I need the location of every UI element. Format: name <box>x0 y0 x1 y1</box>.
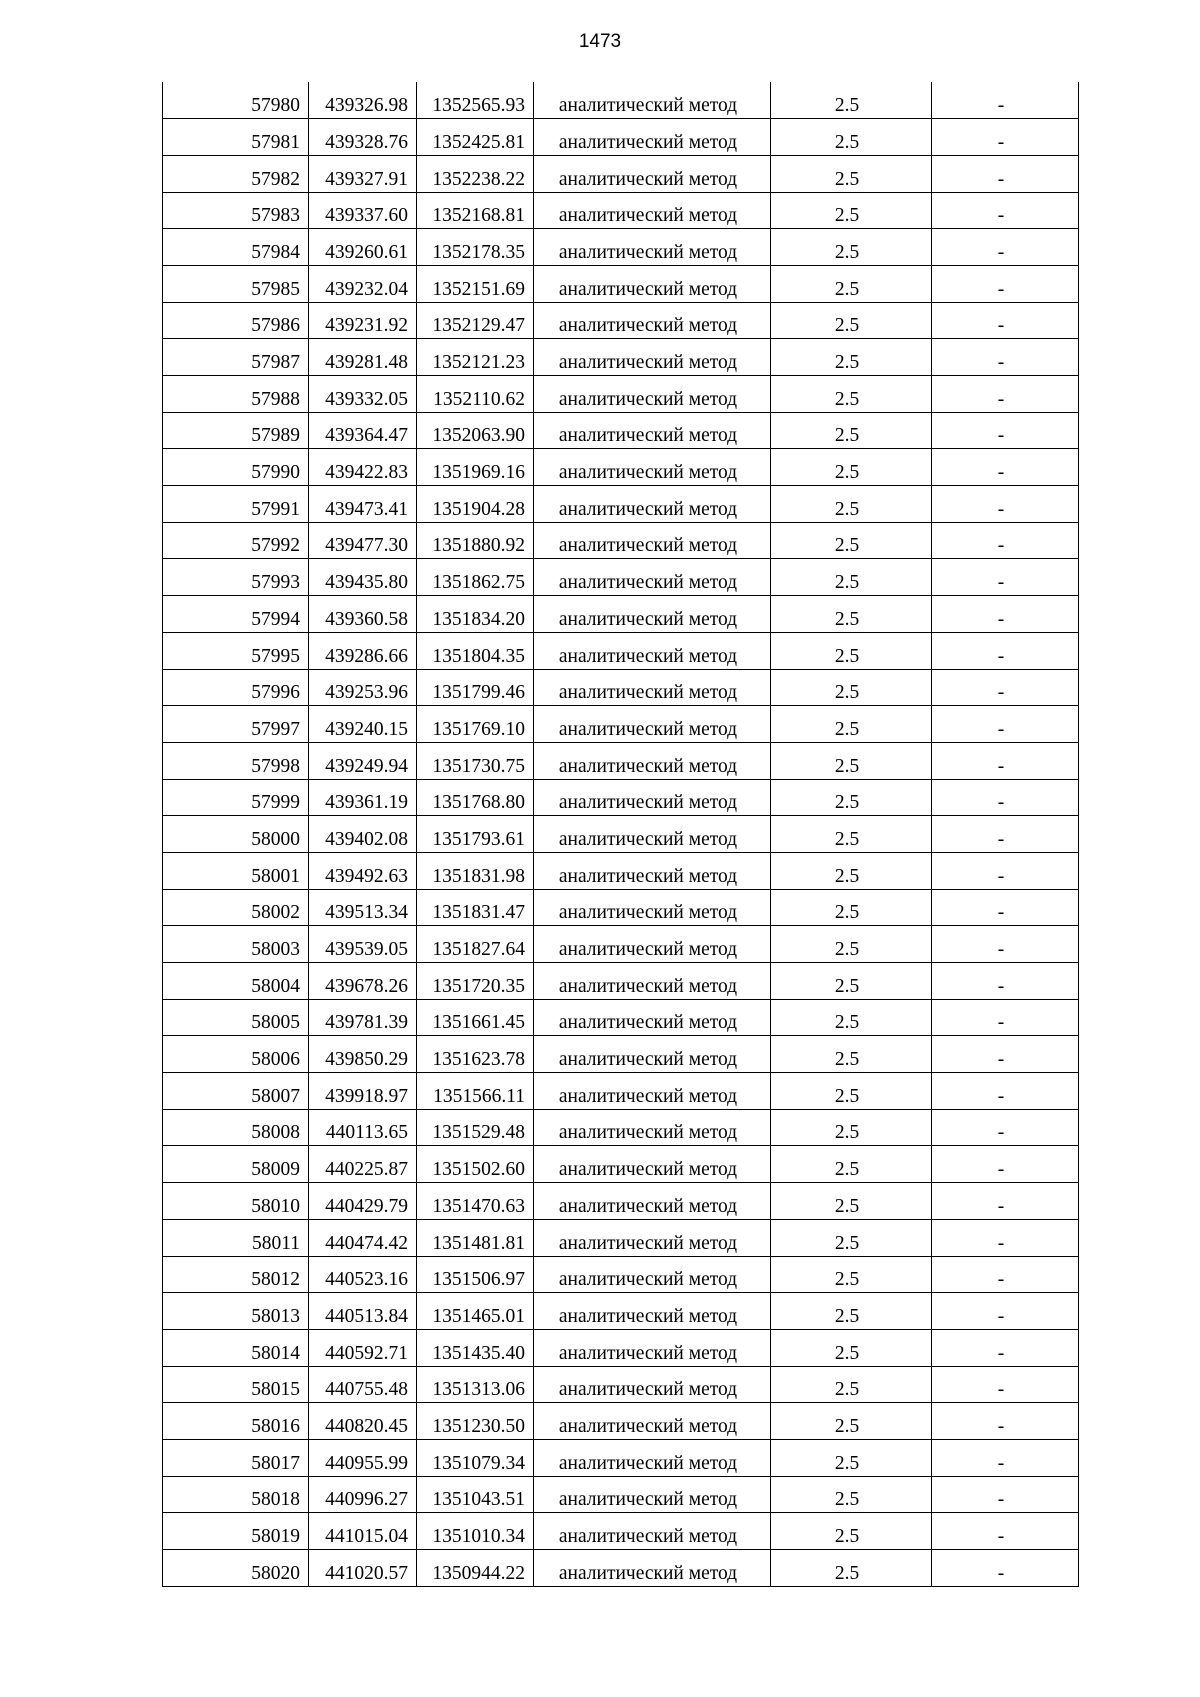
accuracy-cell: 2.5 <box>771 779 932 816</box>
accuracy-cell: 2.5 <box>771 1036 932 1073</box>
method-cell: аналитический метод <box>534 1109 771 1146</box>
point-number-cell: 57981 <box>163 119 309 156</box>
x-coordinate-cell: 440996.27 <box>309 1476 417 1513</box>
point-number-cell: 58000 <box>163 816 309 853</box>
x-coordinate-cell: 441015.04 <box>309 1513 417 1550</box>
y-coordinate-cell: 1351465.01 <box>417 1293 534 1330</box>
x-coordinate-cell: 440592.71 <box>309 1329 417 1366</box>
note-cell: - <box>932 779 1079 816</box>
note-cell: - <box>932 1219 1079 1256</box>
accuracy-cell: 2.5 <box>771 486 932 523</box>
note-cell: - <box>932 816 1079 853</box>
accuracy-cell: 2.5 <box>771 302 932 339</box>
point-number-cell: 58005 <box>163 999 309 1036</box>
table-row <box>163 1256 1079 1293</box>
point-number-cell: 57991 <box>163 486 309 523</box>
table-row <box>163 412 1079 449</box>
table-row <box>163 522 1079 559</box>
x-coordinate-cell: 439492.63 <box>309 852 417 889</box>
y-coordinate-cell: 1351566.11 <box>417 1073 534 1110</box>
accuracy-cell: 2.5 <box>771 706 932 743</box>
method-cell: аналитический метод <box>534 119 771 156</box>
note-cell: - <box>932 1073 1079 1110</box>
point-number-cell: 57985 <box>163 265 309 302</box>
x-coordinate-cell: 439477.30 <box>309 522 417 559</box>
x-coordinate-cell: 439435.80 <box>309 559 417 596</box>
x-coordinate-cell: 439361.19 <box>309 779 417 816</box>
table-row <box>163 1550 1079 1587</box>
note-cell: - <box>932 486 1079 523</box>
point-number-cell: 57993 <box>163 559 309 596</box>
method-cell: аналитический метод <box>534 1073 771 1110</box>
accuracy-cell: 2.5 <box>771 1109 932 1146</box>
x-coordinate-cell: 439327.91 <box>309 155 417 192</box>
accuracy-cell: 2.5 <box>771 1403 932 1440</box>
note-cell: - <box>932 376 1079 413</box>
accuracy-cell: 2.5 <box>771 1146 932 1183</box>
x-coordinate-cell: 439231.92 <box>309 302 417 339</box>
note-cell: - <box>932 596 1079 633</box>
table-row <box>163 559 1079 596</box>
method-cell: аналитический метод <box>534 449 771 486</box>
x-coordinate-cell: 439326.98 <box>309 82 417 119</box>
method-cell: аналитический метод <box>534 1293 771 1330</box>
note-cell: - <box>932 632 1079 669</box>
point-number-cell: 57980 <box>163 82 309 119</box>
coordinates-table-body <box>163 82 1079 1586</box>
accuracy-cell: 2.5 <box>771 1439 932 1476</box>
point-number-cell: 58008 <box>163 1109 309 1146</box>
point-number-cell: 58007 <box>163 1073 309 1110</box>
y-coordinate-cell: 1351043.51 <box>417 1476 534 1513</box>
y-coordinate-cell: 1351230.50 <box>417 1403 534 1440</box>
table-row <box>163 376 1079 413</box>
y-coordinate-cell: 1352425.81 <box>417 119 534 156</box>
y-coordinate-cell: 1351769.10 <box>417 706 534 743</box>
method-cell: аналитический метод <box>534 155 771 192</box>
note-cell: - <box>932 155 1079 192</box>
note-cell: - <box>932 999 1079 1036</box>
note-cell: - <box>932 1403 1079 1440</box>
point-number-cell: 58015 <box>163 1366 309 1403</box>
y-coordinate-cell: 1351506.97 <box>417 1256 534 1293</box>
point-number-cell: 57990 <box>163 449 309 486</box>
point-number-cell: 57992 <box>163 522 309 559</box>
table-row <box>163 82 1079 119</box>
x-coordinate-cell: 439422.83 <box>309 449 417 486</box>
y-coordinate-cell: 1351720.35 <box>417 963 534 1000</box>
y-coordinate-cell: 1351623.78 <box>417 1036 534 1073</box>
accuracy-cell: 2.5 <box>771 376 932 413</box>
x-coordinate-cell: 439781.39 <box>309 999 417 1036</box>
table-row <box>163 449 1079 486</box>
y-coordinate-cell: 1352151.69 <box>417 265 534 302</box>
accuracy-cell: 2.5 <box>771 596 932 633</box>
y-coordinate-cell: 1351470.63 <box>417 1183 534 1220</box>
point-number-cell: 58014 <box>163 1329 309 1366</box>
method-cell: аналитический метод <box>534 192 771 229</box>
accuracy-cell: 2.5 <box>771 999 932 1036</box>
point-number-cell: 58002 <box>163 889 309 926</box>
accuracy-cell: 2.5 <box>771 889 932 926</box>
point-number-cell: 57996 <box>163 669 309 706</box>
note-cell: - <box>932 412 1079 449</box>
table-row <box>163 265 1079 302</box>
point-number-cell: 58001 <box>163 852 309 889</box>
point-number-cell: 58011 <box>163 1219 309 1256</box>
accuracy-cell: 2.5 <box>771 449 932 486</box>
table-row <box>163 1219 1079 1256</box>
point-number-cell: 57999 <box>163 779 309 816</box>
y-coordinate-cell: 1351010.34 <box>417 1513 534 1550</box>
y-coordinate-cell: 1352565.93 <box>417 82 534 119</box>
accuracy-cell: 2.5 <box>771 1219 932 1256</box>
point-number-cell: 57988 <box>163 376 309 413</box>
accuracy-cell: 2.5 <box>771 265 932 302</box>
note-cell: - <box>932 852 1079 889</box>
x-coordinate-cell: 440225.87 <box>309 1146 417 1183</box>
method-cell: аналитический метод <box>534 229 771 266</box>
accuracy-cell: 2.5 <box>771 192 932 229</box>
note-cell: - <box>932 302 1079 339</box>
accuracy-cell: 2.5 <box>771 852 932 889</box>
point-number-cell: 58019 <box>163 1513 309 1550</box>
point-number-cell: 57997 <box>163 706 309 743</box>
y-coordinate-cell: 1351079.34 <box>417 1439 534 1476</box>
x-coordinate-cell: 439473.41 <box>309 486 417 523</box>
method-cell: аналитический метод <box>534 1329 771 1366</box>
method-cell: аналитический метод <box>534 522 771 559</box>
x-coordinate-cell: 439513.34 <box>309 889 417 926</box>
y-coordinate-cell: 1351831.47 <box>417 889 534 926</box>
x-coordinate-cell: 439249.94 <box>309 742 417 779</box>
x-coordinate-cell: 440474.42 <box>309 1219 417 1256</box>
table-row <box>163 1293 1079 1330</box>
x-coordinate-cell: 439337.60 <box>309 192 417 229</box>
point-number-cell: 57998 <box>163 742 309 779</box>
method-cell: аналитический метод <box>534 1513 771 1550</box>
method-cell: аналитический метод <box>534 302 771 339</box>
note-cell: - <box>932 1146 1079 1183</box>
x-coordinate-cell: 439364.47 <box>309 412 417 449</box>
accuracy-cell: 2.5 <box>771 1366 932 1403</box>
x-coordinate-cell: 439918.97 <box>309 1073 417 1110</box>
point-number-cell: 58003 <box>163 926 309 963</box>
x-coordinate-cell: 440820.45 <box>309 1403 417 1440</box>
accuracy-cell: 2.5 <box>771 559 932 596</box>
method-cell: аналитический метод <box>534 852 771 889</box>
y-coordinate-cell: 1351435.40 <box>417 1329 534 1366</box>
table-row <box>163 779 1079 816</box>
method-cell: аналитический метод <box>534 376 771 413</box>
y-coordinate-cell: 1351969.16 <box>417 449 534 486</box>
method-cell: аналитический метод <box>534 706 771 743</box>
y-coordinate-cell: 1350944.22 <box>417 1550 534 1587</box>
x-coordinate-cell: 439260.61 <box>309 229 417 266</box>
accuracy-cell: 2.5 <box>771 742 932 779</box>
method-cell: аналитический метод <box>534 1036 771 1073</box>
table-row <box>163 1513 1079 1550</box>
note-cell: - <box>932 1036 1079 1073</box>
point-number-cell: 57986 <box>163 302 309 339</box>
method-cell: аналитический метод <box>534 1219 771 1256</box>
table-row <box>163 999 1079 1036</box>
method-cell: аналитический метод <box>534 1476 771 1513</box>
point-number-cell: 57987 <box>163 339 309 376</box>
page-number: 1473 <box>578 31 622 52</box>
x-coordinate-cell: 439402.08 <box>309 816 417 853</box>
note-cell: - <box>932 192 1079 229</box>
accuracy-cell: 2.5 <box>771 412 932 449</box>
y-coordinate-cell: 1352178.35 <box>417 229 534 266</box>
x-coordinate-cell: 439360.58 <box>309 596 417 633</box>
table-row <box>163 632 1079 669</box>
table-row <box>163 596 1079 633</box>
table-row <box>163 192 1079 229</box>
x-coordinate-cell: 439240.15 <box>309 706 417 743</box>
table-row <box>163 1109 1079 1146</box>
x-coordinate-cell: 439539.05 <box>309 926 417 963</box>
table-row <box>163 1476 1079 1513</box>
table-row <box>163 1403 1079 1440</box>
method-cell: аналитический метод <box>534 559 771 596</box>
table-row <box>163 1183 1079 1220</box>
note-cell: - <box>932 1329 1079 1366</box>
accuracy-cell: 2.5 <box>771 1476 932 1513</box>
y-coordinate-cell: 1351529.48 <box>417 1109 534 1146</box>
method-cell: аналитический метод <box>534 1146 771 1183</box>
table-row <box>163 1329 1079 1366</box>
method-cell: аналитический метод <box>534 999 771 1036</box>
table-row <box>163 816 1079 853</box>
accuracy-cell: 2.5 <box>771 119 932 156</box>
x-coordinate-cell: 440429.79 <box>309 1183 417 1220</box>
table-row <box>163 926 1079 963</box>
method-cell: аналитический метод <box>534 265 771 302</box>
table-row <box>163 119 1079 156</box>
note-cell: - <box>932 339 1079 376</box>
point-number-cell: 57984 <box>163 229 309 266</box>
point-number-cell: 58009 <box>163 1146 309 1183</box>
method-cell: аналитический метод <box>534 412 771 449</box>
table-row <box>163 1073 1079 1110</box>
point-number-cell: 57994 <box>163 596 309 633</box>
y-coordinate-cell: 1351862.75 <box>417 559 534 596</box>
note-cell: - <box>932 1476 1079 1513</box>
note-cell: - <box>932 1439 1079 1476</box>
point-number-cell: 58004 <box>163 963 309 1000</box>
method-cell: аналитический метод <box>534 339 771 376</box>
accuracy-cell: 2.5 <box>771 229 932 266</box>
accuracy-cell: 2.5 <box>771 82 932 119</box>
accuracy-cell: 2.5 <box>771 926 932 963</box>
y-coordinate-cell: 1351804.35 <box>417 632 534 669</box>
note-cell: - <box>932 559 1079 596</box>
accuracy-cell: 2.5 <box>771 669 932 706</box>
x-coordinate-cell: 439253.96 <box>309 669 417 706</box>
note-cell: - <box>932 742 1079 779</box>
method-cell: аналитический метод <box>534 486 771 523</box>
point-number-cell: 57989 <box>163 412 309 449</box>
accuracy-cell: 2.5 <box>771 1550 932 1587</box>
y-coordinate-cell: 1351793.61 <box>417 816 534 853</box>
note-cell: - <box>932 1256 1079 1293</box>
y-coordinate-cell: 1351904.28 <box>417 486 534 523</box>
point-number-cell: 57983 <box>163 192 309 229</box>
method-cell: аналитический метод <box>534 963 771 1000</box>
method-cell: аналитический метод <box>534 742 771 779</box>
note-cell: - <box>932 265 1079 302</box>
x-coordinate-cell: 439328.76 <box>309 119 417 156</box>
accuracy-cell: 2.5 <box>771 632 932 669</box>
x-coordinate-cell: 440513.84 <box>309 1293 417 1330</box>
table-row <box>163 1146 1079 1183</box>
x-coordinate-cell: 440755.48 <box>309 1366 417 1403</box>
y-coordinate-cell: 1352121.23 <box>417 339 534 376</box>
y-coordinate-cell: 1351768.80 <box>417 779 534 816</box>
table-row <box>163 229 1079 266</box>
y-coordinate-cell: 1352129.47 <box>417 302 534 339</box>
accuracy-cell: 2.5 <box>771 816 932 853</box>
note-cell: - <box>932 229 1079 266</box>
table-row <box>163 963 1079 1000</box>
method-cell: аналитический метод <box>534 1183 771 1220</box>
note-cell: - <box>932 926 1079 963</box>
point-number-cell: 58017 <box>163 1439 309 1476</box>
note-cell: - <box>932 1366 1079 1403</box>
point-number-cell: 58016 <box>163 1403 309 1440</box>
table-row <box>163 706 1079 743</box>
table-row <box>163 302 1079 339</box>
x-coordinate-cell: 439850.29 <box>309 1036 417 1073</box>
note-cell: - <box>932 82 1079 119</box>
x-coordinate-cell: 440523.16 <box>309 1256 417 1293</box>
x-coordinate-cell: 439281.48 <box>309 339 417 376</box>
table-row <box>163 742 1079 779</box>
note-cell: - <box>932 1513 1079 1550</box>
method-cell: аналитический метод <box>534 596 771 633</box>
accuracy-cell: 2.5 <box>771 1256 932 1293</box>
y-coordinate-cell: 1352063.90 <box>417 412 534 449</box>
method-cell: аналитический метод <box>534 82 771 119</box>
method-cell: аналитический метод <box>534 1439 771 1476</box>
note-cell: - <box>932 1109 1079 1146</box>
accuracy-cell: 2.5 <box>771 1329 932 1366</box>
method-cell: аналитический метод <box>534 779 771 816</box>
point-number-cell: 58010 <box>163 1183 309 1220</box>
method-cell: аналитический метод <box>534 1256 771 1293</box>
note-cell: - <box>932 119 1079 156</box>
y-coordinate-cell: 1351502.60 <box>417 1146 534 1183</box>
x-coordinate-cell: 441020.57 <box>309 1550 417 1587</box>
note-cell: - <box>932 706 1079 743</box>
note-cell: - <box>932 522 1079 559</box>
x-coordinate-cell: 439232.04 <box>309 265 417 302</box>
note-cell: - <box>932 1293 1079 1330</box>
x-coordinate-cell: 440955.99 <box>309 1439 417 1476</box>
y-coordinate-cell: 1351827.64 <box>417 926 534 963</box>
point-number-cell: 57982 <box>163 155 309 192</box>
accuracy-cell: 2.5 <box>771 1073 932 1110</box>
point-number-cell: 58012 <box>163 1256 309 1293</box>
point-number-cell: 58013 <box>163 1293 309 1330</box>
method-cell: аналитический метод <box>534 889 771 926</box>
y-coordinate-cell: 1352238.22 <box>417 155 534 192</box>
note-cell: - <box>932 889 1079 926</box>
x-coordinate-cell: 439286.66 <box>309 632 417 669</box>
note-cell: - <box>932 449 1079 486</box>
method-cell: аналитический метод <box>534 816 771 853</box>
point-number-cell: 57995 <box>163 632 309 669</box>
table-row <box>163 486 1079 523</box>
method-cell: аналитический метод <box>534 1366 771 1403</box>
accuracy-cell: 2.5 <box>771 1513 932 1550</box>
y-coordinate-cell: 1352110.62 <box>417 376 534 413</box>
table-row <box>163 669 1079 706</box>
table-row <box>163 889 1079 926</box>
table-row <box>163 1366 1079 1403</box>
accuracy-cell: 2.5 <box>771 1183 932 1220</box>
method-cell: аналитический метод <box>534 669 771 706</box>
table-row <box>163 155 1079 192</box>
note-cell: - <box>932 1550 1079 1587</box>
y-coordinate-cell: 1351313.06 <box>417 1366 534 1403</box>
y-coordinate-cell: 1351831.98 <box>417 852 534 889</box>
y-coordinate-cell: 1351661.45 <box>417 999 534 1036</box>
method-cell: аналитический метод <box>534 926 771 963</box>
method-cell: аналитический метод <box>534 1550 771 1587</box>
method-cell: аналитический метод <box>534 1403 771 1440</box>
table-row <box>163 339 1079 376</box>
method-cell: аналитический метод <box>534 632 771 669</box>
y-coordinate-cell: 1351880.92 <box>417 522 534 559</box>
accuracy-cell: 2.5 <box>771 155 932 192</box>
note-cell: - <box>932 963 1079 1000</box>
y-coordinate-cell: 1351481.81 <box>417 1219 534 1256</box>
table-row <box>163 1036 1079 1073</box>
table-row <box>163 852 1079 889</box>
x-coordinate-cell: 439678.26 <box>309 963 417 1000</box>
y-coordinate-cell: 1351834.20 <box>417 596 534 633</box>
x-coordinate-cell: 440113.65 <box>309 1109 417 1146</box>
accuracy-cell: 2.5 <box>771 1293 932 1330</box>
x-coordinate-cell: 439332.05 <box>309 376 417 413</box>
y-coordinate-cell: 1352168.81 <box>417 192 534 229</box>
coordinates-table <box>162 82 1079 1587</box>
note-cell: - <box>932 669 1079 706</box>
note-cell: - <box>932 1183 1079 1220</box>
table-row <box>163 1439 1079 1476</box>
accuracy-cell: 2.5 <box>771 522 932 559</box>
point-number-cell: 58018 <box>163 1476 309 1513</box>
point-number-cell: 58006 <box>163 1036 309 1073</box>
y-coordinate-cell: 1351799.46 <box>417 669 534 706</box>
coordinates-table-wrapper <box>162 82 1078 1587</box>
point-number-cell: 58020 <box>163 1550 309 1587</box>
y-coordinate-cell: 1351730.75 <box>417 742 534 779</box>
accuracy-cell: 2.5 <box>771 339 932 376</box>
accuracy-cell: 2.5 <box>771 963 932 1000</box>
